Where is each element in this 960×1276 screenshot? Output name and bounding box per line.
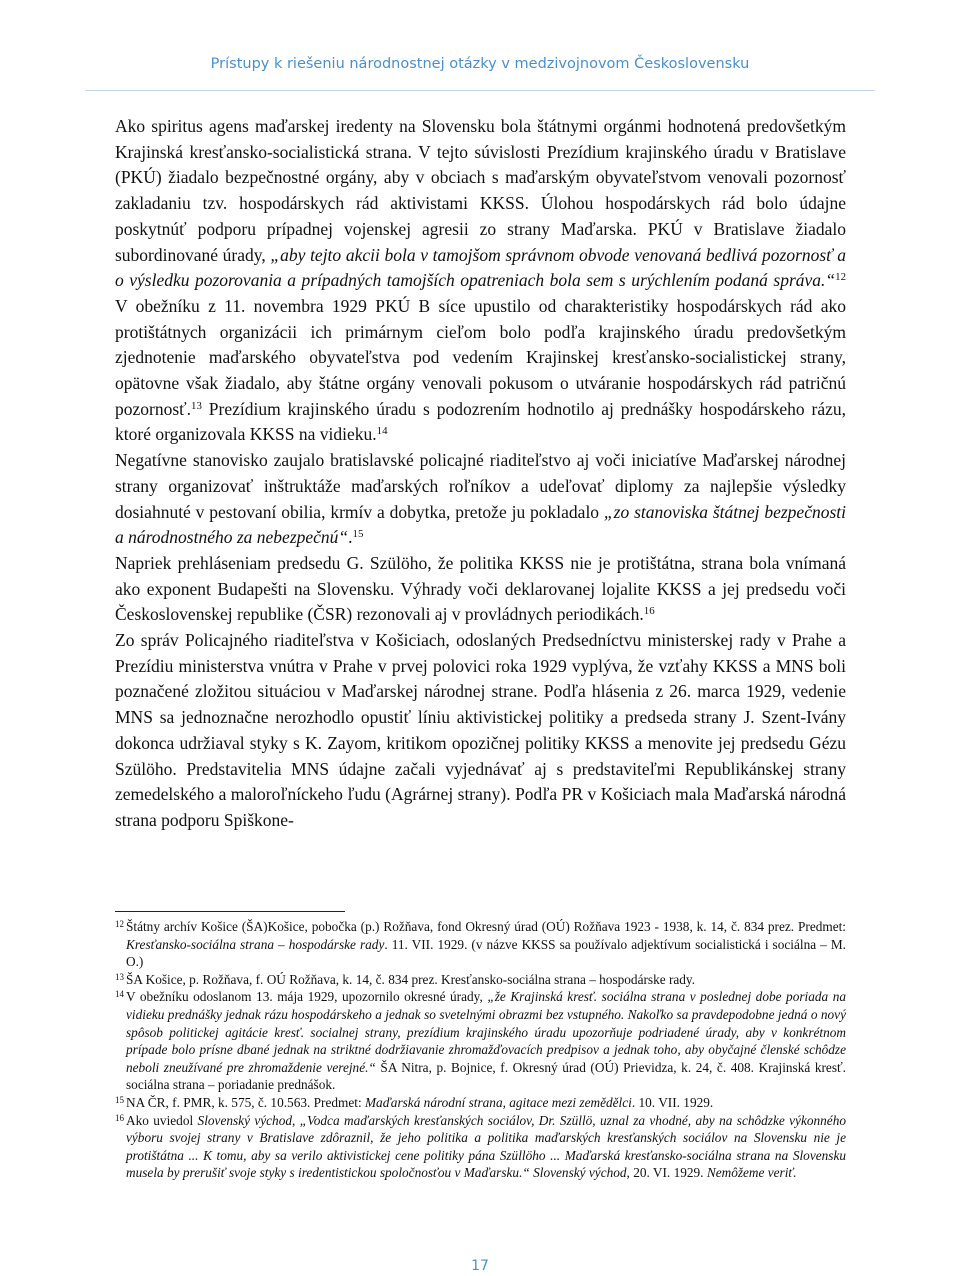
main-text [115,114,846,834]
footnote-13 [115,971,846,989]
footnote-number: 15 [115,1094,124,1105]
footnote-italic: „že Krajinská kresť. sociálna strana v poslednej dobe poriada na vidieku prednášky jednak rázu hospodárskeho a jednak so svetelnými obrazmi bez vstupného. Nakoľko sa pravdepodobne jedná o nový spôsob politickej agitácie kresť. socialnej strany, prezídium krajinského úradu upozorňuje podriadené úrady, aby v konkrétnom prípade bolo prísne dbané jednak na striktné dodržiavanie zhromažďovacích predpisov a jednak toho, aby obyčajné členské schôdze neboli zneužívané pre zhromaždenie verejné.“ [126,989,846,1075]
footnote-italic: Slovenský východ [533,1165,627,1181]
footnote-ref-16[interactable]: 16 [643,605,655,618]
text-run: Napriek prehláseniam predsedu G. Szülöho, že politika KKSS nie je protištátna, strana bola vnímaná ako exponent Budapešti na Slovensku. Výhrady voči deklarovanej lojalite KKSS a jej predsedu voči Československej republike (ČSR) rezonovali aj v provládnych periodikách. [115,552,846,625]
footnote-text: , 20. VI. 1929. [626,1165,707,1181]
footnote-italic: „Vodca maďarských kresťanských sociálov, Dr. Szüllö, uznal za vhodné, aby na schôdzke výkonného výboru svojej strany v Bratislave zdôraznil, že jeho politika a politika maďarských kresťanských sociálov na Slovensku nie je protištátna ... K tomu, aby sa verilo aktivistickej cene politiky pána Szüllöho ... Maďarská kresťansko-sociálna strana na Slovensku musela by prerušiť svoje styky s iredentistickou spoločnosťou v Maďarsku.“ [126,1112,846,1181]
footnote-italic: Slovenský východ [197,1112,292,1128]
footnote-14 [115,988,846,1094]
paragraph [115,114,846,448]
footnote-16 [115,1112,846,1182]
footnote-text: . 11. VII. 1929. (v názve KKSS sa používalo adjektívum socialistická i sociálna – M. O.) [126,936,847,970]
footnote-ref-15[interactable]: 15 [352,528,364,541]
footnotes [115,918,846,1182]
footnote-number: 12 [115,919,124,929]
footnote-text: Štátny archív Košice (ŠA)Košice, pobočka (p.) Rožňava, fond Okresný úrad (OÚ) Rožňava 1923 - 1938, k. 14, č. 834 prez. Predmet: [126,919,846,934]
footnote-separator [115,911,345,912]
footnote-12 [115,918,846,971]
footnote-number: 14 [115,989,124,1000]
text-run: Prezídium krajinského úradu s podozrením hodnotilo aj prednášky hospodárskeho rázu, ktoré organizovala KKSS na vidieku. [115,398,846,445]
running-header: Prístupy k riešeniu národnostnej otázky v medzivojnovom Československu [210,56,750,72]
paragraph: Zo správ Policajného riaditeľstva v Košiciach, odoslaných Predsedníctvu ministerskej rady v Prahe a Prezídiu ministerstva vnútra v Prahe v prvej polovici roka 1929 vyplýva, že vzťahy KKSS a MNS boli poznačené zložitou situáciou v Maďarskej národnej strane. Podľa hlásenia z 26. marca 1929, vedenie MNS sa jednoznačne nerozhodlo opustiť líniu aktivistickej politiky a predseda strany J. Szent-Ivány dokonca udržiaval styky s K. Zayom, kritikom opozičnej politiky KKSS a menovite jej predsedu Gézu Szülöho. Predstavitelia MNS údajne začali vyjednávať aj s predstaviteľmi Republikánskej strany zemedelského a maloroľníckeho ľudu (Agrárnej strany). Podľa PR v Košiciach mala Maďarská národná strana podporu Spiškone- [115,630,846,830]
text-run: V obežníku z 11. novembra 1929 PKÚ B síce upustilo od charakteristiky hospodárskych rád ako protištátnych organizácii ich primárnym cieľom bolo podľa krajinského úradu predovšetkým zjednotenie maďarského obyvateľstva pod vedením Krajinskej kresťansko-socialistickej strany, opätovne však žiadalo, aby štátne orgány venovali pokusom o utváranie hospodárskych rád patričnú pozornosť. [115,295,846,419]
footnote-ref-12[interactable]: 12 [835,271,846,284]
text-run: . [348,527,353,548]
paragraph [115,448,846,551]
text-run: Negatívne stanovisko zaujalo bratislavské policajné riaditeľstvo aj voči iniciatíve Maďarskej národnej strany organizovať inštruktáže maďarských roľníkov a udeľovať diplomy za najlepšie výsledky dosiahnuté v pestovaní obilia, krmív a dobytka, pretože ju pokladalo [115,450,846,522]
footnote-italic: Kresťansko-sociálna strana – hospodárske rady [126,936,385,952]
footnote-text: , [292,1112,300,1128]
footnote-text: NA ČR, f. PMR, k. 575, č. 10.563. Predmet: [126,1094,365,1110]
text-run: Ako spiritus agens maďarskej iredenty na Slovensku bola štátnymi orgánmi hodnotená predovšetkým Krajinská kresťansko-socialistická strana. V tejto súvislosti Prezídium krajinského úradu v Bratislave (PKÚ) žiadalo bezpečnostné orgány, aby v obciach s maďarským obyvateľstvom venovali pozornosť zakladaniu tzv. hospodárskych rád aktivistami KKSS. Úlohou hospodárskych rád bolo údajne poskytnúť podporu prípadnej vojenskej agresii zo strany Maďarska. PKÚ v Bratislave žiadalo subordinované úrady, [115,116,846,265]
header-divider [85,90,875,91]
footnote-text: V obežníku odoslanom 13. mája 1929, upozornilo okresné úrady, [126,989,488,1005]
page-number: 17 [471,1258,489,1274]
paragraph [115,551,846,628]
footnote-ref-14[interactable]: 14 [376,425,388,438]
quotation: „zo stanoviska štátnej bezpečnosti a národnostného za nebezpečnú“ [115,501,846,548]
footnote-italic: Nemôžeme veriť. [706,1165,797,1181]
footnote-text: ŠA Nitra, p. Bojnice, f. Okresný úrad (OÚ) Prievidza, k. 24, č. 408. Krajinská kresť. sociálna strana – poriadanie prednášok. [126,1059,846,1093]
footnote-text: . 10. VII. 1929. [631,1094,714,1110]
footnote-text: Ako uviedol [126,1112,198,1128]
footnote-ref-13[interactable]: 13 [191,399,202,412]
footnote-number: 13 [115,971,124,982]
quotation: „aby tejto akcii bola v tamojšom správnom obvode venovaná bedlivá pozornosť a o výsledku pozorovania a prípadných tamojších opatreniach bola sem s urýchlením podaná správa.“ [115,244,846,291]
footnote-number: 16 [115,1112,124,1123]
footnote-text: ŠA Košice, p. Rožňava, f. OÚ Rožňava, k. 14, č. 834 prez. Kresťansko-sociálna strana – hospodárske rady. [126,971,696,987]
footnote-italic: Maďarská národní strana, agitace mezi zemědělci [364,1094,632,1110]
footnote-15 [115,1094,846,1112]
